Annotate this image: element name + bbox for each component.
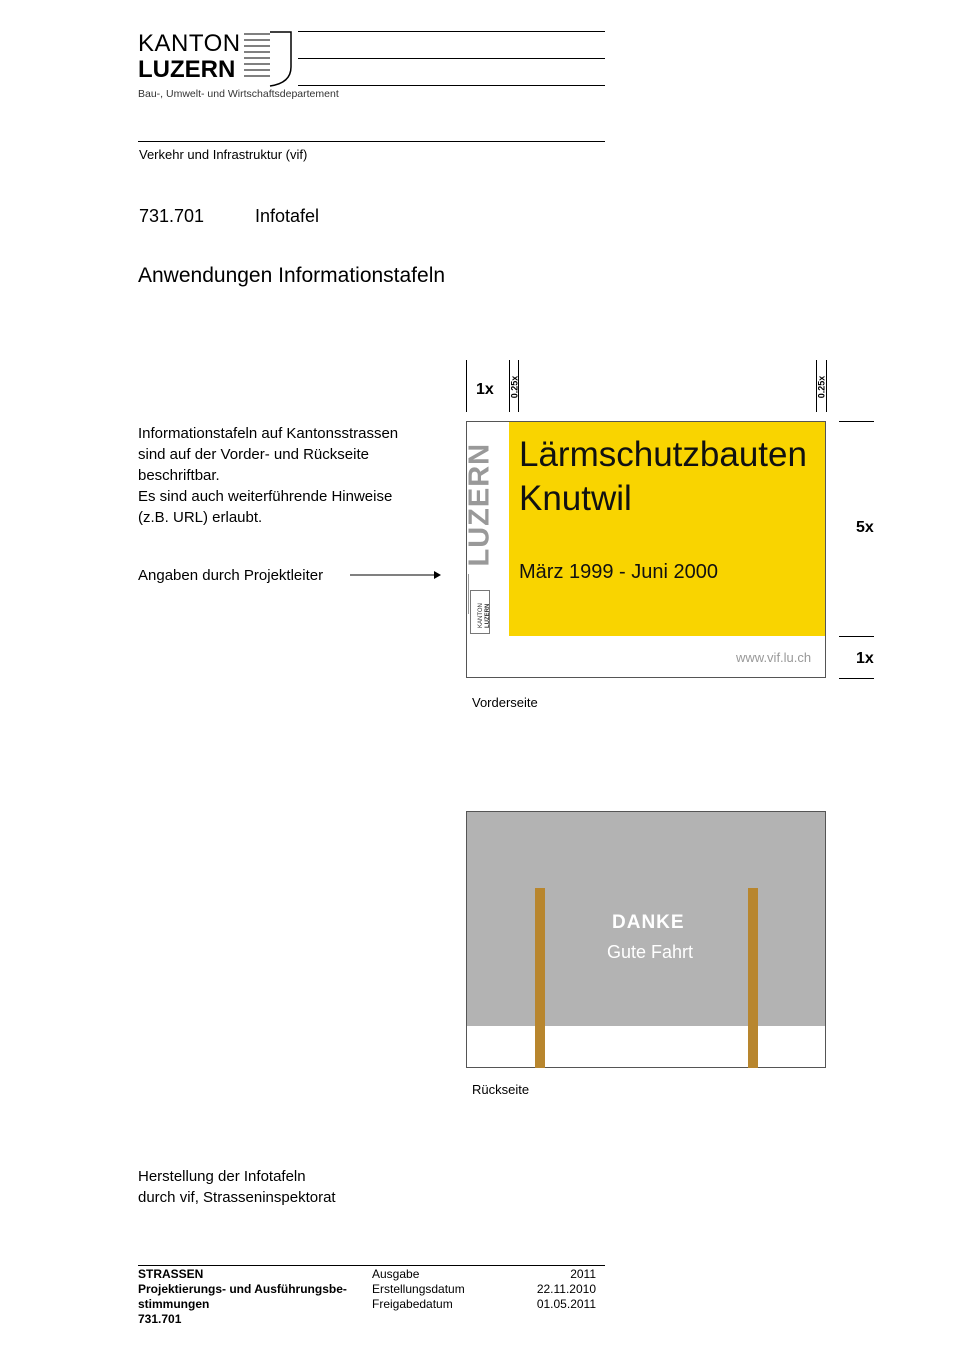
front-sign-dates: März 1999 - Juni 2000 — [519, 561, 719, 583]
department-name: Bau-, Umwelt- und Wirtschaftsdepartement — [138, 88, 339, 100]
description-line: Es sind auch weiterführende Hinweise — [138, 488, 393, 505]
back-sign-gute-fahrt: Gute Fahrt — [607, 942, 694, 962]
footer-text: stimmungen — [138, 1297, 210, 1311]
projektleiter-note: Angaben durch Projektleiter — [138, 567, 324, 584]
header-rule — [298, 31, 605, 32]
description — [138, 423, 438, 528]
logo-kanton-text: KANTON — [138, 30, 241, 57]
document-number: 731.701 — [139, 206, 205, 226]
dimension-label-left: 1x — [476, 381, 494, 398]
logo-luzern-text: LUZERN — [138, 56, 236, 83]
small-logo-luzern: LUZERN — [485, 603, 491, 628]
arrow-right-icon — [350, 569, 442, 581]
dimension-line — [839, 421, 874, 422]
sign-post-left — [535, 888, 545, 1068]
production-line: durch vif, Strasseninspektorat — [138, 1189, 336, 1206]
dimension-label-quarter-left: 0.25x — [509, 375, 520, 399]
front-sign-title-line: Lärmschutzbauten — [519, 435, 807, 474]
dimension-line — [466, 360, 467, 412]
footer-column-3 — [520, 1267, 596, 1312]
footer-text: 01.05.2011 — [536, 1297, 596, 1311]
footer-text: STRASSEN — [138, 1267, 204, 1281]
document-title: Infotafel — [255, 206, 320, 226]
back-sign-caption: Rückseite — [472, 1082, 530, 1097]
description-line: (z.B. URL) erlaubt. — [138, 509, 263, 526]
production-line: Herstellung der Infotafeln — [138, 1168, 306, 1185]
page-heading: Anwendungen Informationstafeln — [138, 264, 446, 287]
description-line: Informationstafeln auf Kantonsstrassen — [138, 425, 399, 442]
dimension-line — [839, 678, 874, 679]
footer-rule — [138, 1265, 605, 1266]
footer-column-1 — [138, 1267, 347, 1327]
footer-column-2 — [372, 1267, 465, 1312]
footer-text: 731.701 — [138, 1312, 182, 1326]
dimension-label-bottom: 1x — [856, 650, 874, 667]
vertical-brand-text: LUZERN — [463, 442, 496, 567]
footer-text: Ausgabe — [372, 1267, 420, 1281]
small-logo-kanton: KANTON — [478, 603, 484, 628]
footer-text: Projektierungs- und Ausführungsbe- — [138, 1282, 347, 1296]
small-logo-icon — [470, 590, 490, 634]
dimension-label-quarter-right: 0.25x — [816, 375, 827, 399]
header-rule — [298, 85, 605, 86]
back-sign-danke: DANKE — [612, 912, 685, 933]
footer-text: 22.11.2010 — [536, 1282, 596, 1296]
dimension-label-height: 5x — [856, 519, 874, 536]
description-line: sind auf der Vorder- und Rückseite — [138, 446, 369, 463]
coat-of-arms-icon — [244, 31, 294, 87]
footer-text: Erstellungsdatum — [372, 1282, 465, 1296]
front-sign-url: www.vif.lu.ch — [736, 650, 812, 665]
unit-rule — [138, 141, 605, 142]
header-rule — [298, 58, 605, 59]
footer-text: 2011 — [570, 1267, 596, 1281]
unit-name: Verkehr und Infrastruktur (vif) — [139, 147, 308, 162]
front-sign-caption: Vorderseite — [472, 695, 538, 710]
front-sign-title — [519, 433, 807, 521]
footer-text: Freigabedatum — [372, 1297, 453, 1311]
description-line: beschriftbar. — [138, 467, 220, 484]
front-sign-title-line: Knutwil — [519, 479, 632, 518]
production-note — [138, 1166, 336, 1208]
sign-post-right — [748, 888, 758, 1068]
dimension-line — [839, 636, 874, 637]
